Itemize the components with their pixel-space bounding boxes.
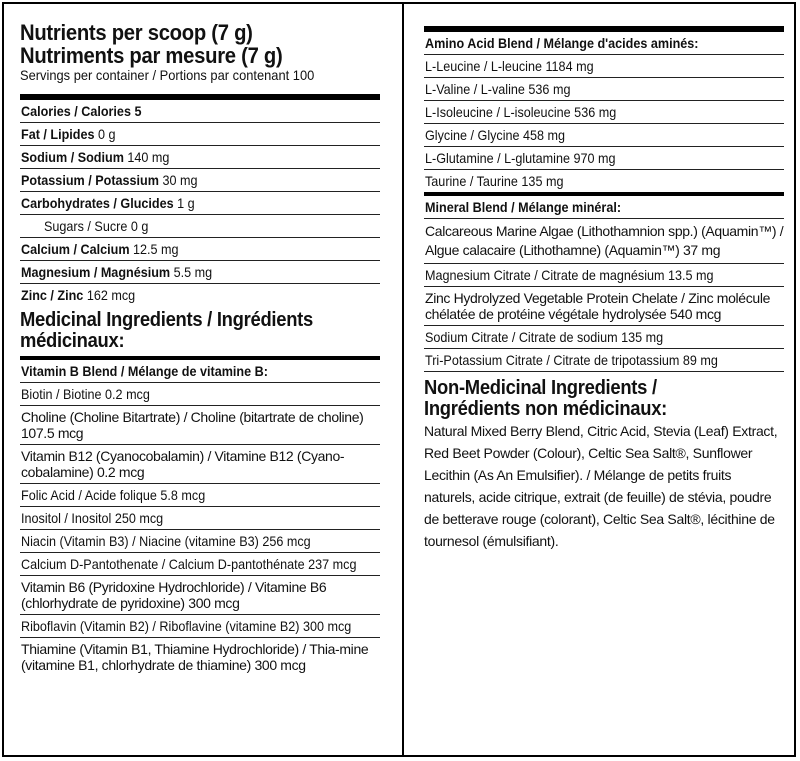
ingredient-row: Folic Acid / Acide folique 5.8 mcg <box>20 484 380 507</box>
title-fr: Nutriments par mesure (7 g) <box>20 43 283 68</box>
mineral-row: Zinc Hydrolyzed Vegetable Protein Chelate / Zinc molécule chélatée de protéine végétale hydrolysée 540 mcg <box>424 287 784 326</box>
right-column <box>424 4 784 552</box>
mineral-row: Calcareous Marine Algae (Lithothamnion spp.) (Aquamin™) / Algue calacaire (Lithothamne) (Aquamin™) 37 mg <box>424 219 784 264</box>
nutrient-row: Calcium / Calcium 12.5 mg <box>20 238 380 261</box>
left-column <box>20 4 380 676</box>
ingredient-row: Biotin / Biotine 0.2 mcg <box>20 383 380 406</box>
amino-row: Taurine / Taurine 135 mg <box>425 173 564 189</box>
ingredient-row: Calcium D-Pantothenate / Calcium D-pantothénate 237 mcg <box>20 553 380 576</box>
nutrient-row: Sodium / Sodium 140 mg <box>20 146 380 169</box>
servings-text: Servings per container / Portions par contenant 100 <box>20 67 315 83</box>
ingredient-row: Thiamine (Vitamin B1, Thiamine Hydrochloride) / Thia-mine (vitamine B1, chlorhydrate de thiamine) 300 mcg <box>21 641 369 673</box>
ingredient-row: Vitamin B6 (Pyridoxine Hydrochloride) / Vitamine B6 (chlorhydrate de pyridoxine) 300 mcg <box>20 576 380 615</box>
amino-row: L-Glutamine / L-glutamine 970 mg <box>424 147 784 170</box>
nutrient-row: Magnesium / Magnésium 5.5 mg <box>20 261 380 284</box>
nutrition-facts-panel <box>2 2 796 757</box>
amino-row: Glycine / Glycine 458 mg <box>424 124 784 147</box>
amino-blend-title: Amino Acid Blend / Mélange d'acides aminés: <box>424 32 784 55</box>
vitamin-blend-title: Vitamin B Blend / Mélange de vitamine B: <box>20 360 380 383</box>
ingredient-row: Niacin (Vitamin B3) / Niacine (vitamine B3) 256 mcg <box>20 530 380 553</box>
nutrient-row: Zinc / Zinc 162 mcg <box>21 287 136 303</box>
title-en: Nutrients per scoop (7 g) <box>20 20 253 45</box>
amino-row: L-Valine / L-valine 536 mg <box>424 78 784 101</box>
column-divider <box>402 4 404 755</box>
nutrient-row: Fat / Lipides 0 g <box>20 123 380 146</box>
ingredient-row: Vitamin B12 (Cyanocobalamin) / Vitamine B12 (Cyano-cobalamine) 0.2 mcg <box>20 445 380 484</box>
nutrient-row: Potassium / Potassium 30 mg <box>20 169 380 192</box>
mineral-blend-title: Mineral Blend / Mélange minéral: <box>424 196 784 219</box>
ingredient-row: Inositol / Inositol 250 mcg <box>20 507 380 530</box>
nutrient-row-sub: Sugars / Sucre 0 g <box>20 215 380 238</box>
amino-row: L-Isoleucine / L-isoleucine 536 mg <box>424 101 784 124</box>
mineral-row: Magnesium Citrate / Citrate de magnésium 13.5 mg <box>424 264 784 287</box>
nutrient-row: Calories / Calories 5 <box>20 100 380 123</box>
nutrient-row: Carbohydrates / Glucides 1 g <box>20 192 380 215</box>
non-medicinal-text: Natural Mixed Berry Blend, Citric Acid, Stevia (Leaf) Extract, Red Beet Powder (Colour), Celtic Sea Salt®, Sunflower Lecithin (As An Emulsifier). / Mélange de petits fruits naturels, acide citrique, extrait (de feuille) de stévia, poudre de betterave rouge (colorant), Celtic Sea Salt®, lécithine de tournesol (émulsifiant). <box>424 423 778 549</box>
ingredient-row: Riboflavin (Vitamin B2) / Riboflavine (vitamine B2) 300 mcg <box>20 615 380 638</box>
mineral-row: Sodium Citrate / Citrate de sodium 135 mg <box>424 326 784 349</box>
amino-row: L-Leucine / L-leucine 1184 mg <box>424 55 784 78</box>
non-medicinal-heading: Non-Medicinal Ingredients / Ingrédients non médicinaux: <box>424 377 668 420</box>
nutrient-table <box>20 100 380 306</box>
ingredient-row: Choline (Choline Bitartrate) / Choline (bitartrate de choline) 107.5 mcg <box>20 406 380 445</box>
mineral-row: Tri-Potassium Citrate / Citrate de tripotassium 89 mg <box>424 349 784 372</box>
medicinal-heading: Medicinal Ingredients / Ingrédients médicinaux: <box>20 309 313 352</box>
